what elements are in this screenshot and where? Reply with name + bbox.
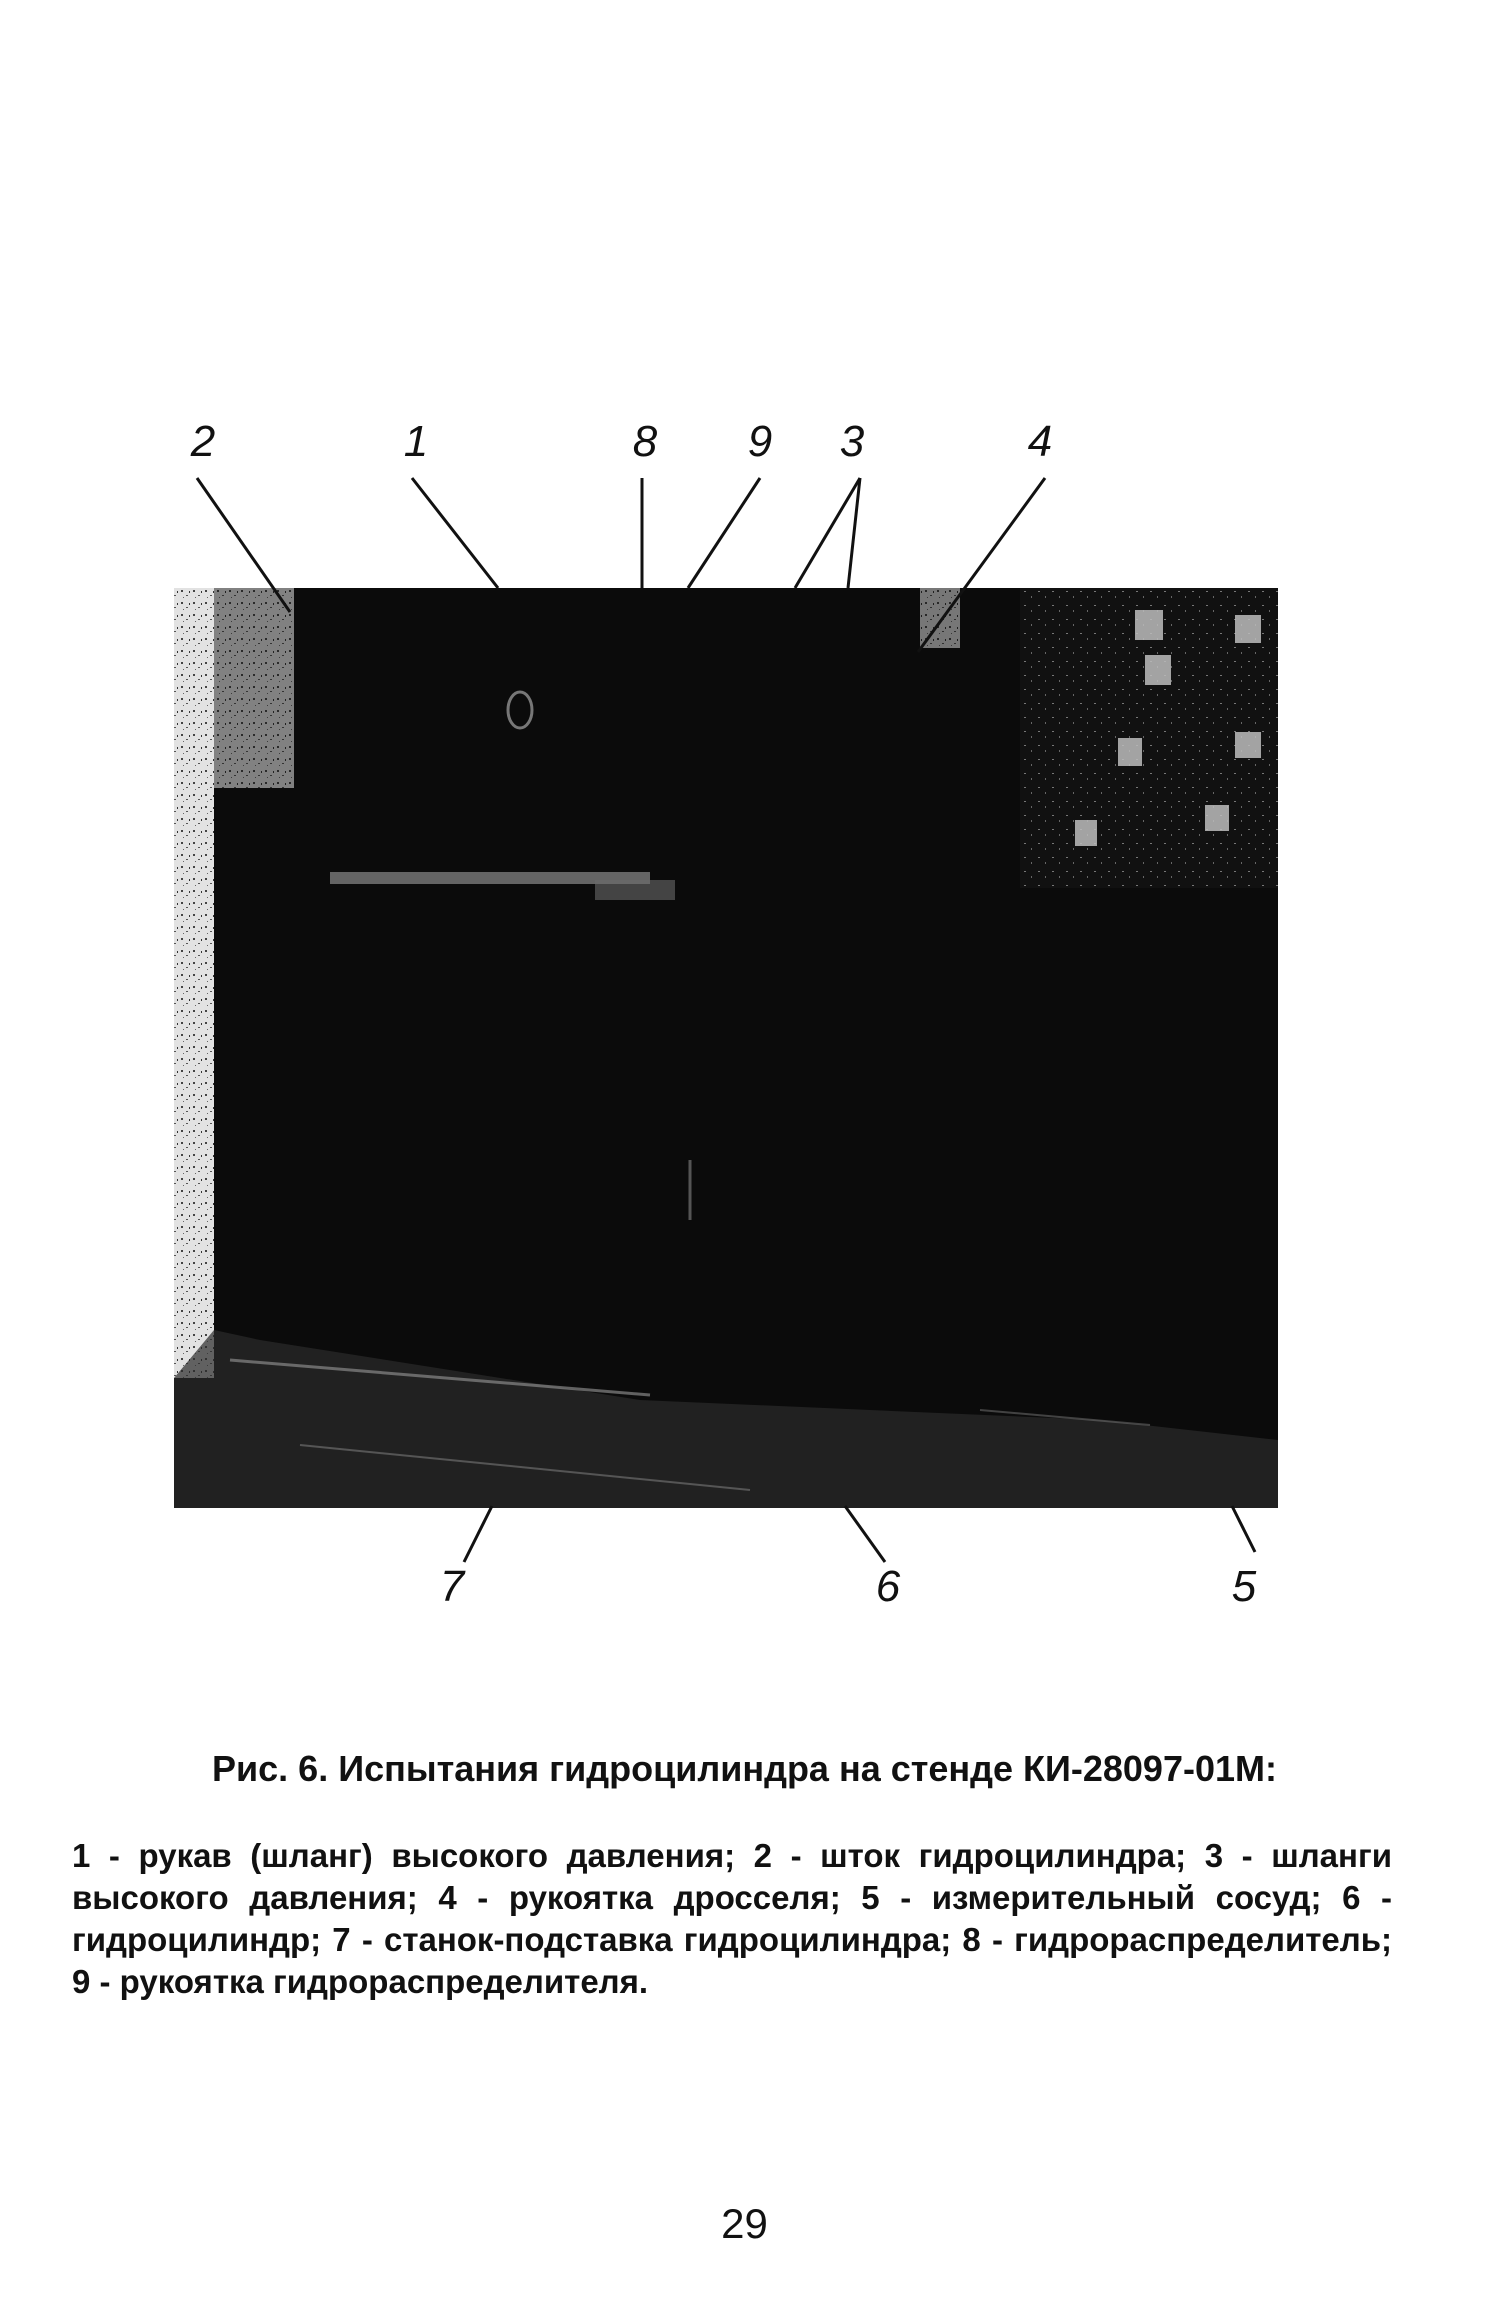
callout-9: 9 [747, 417, 773, 466]
callout-5: 5 [1231, 1562, 1257, 1611]
callout-line-7 [464, 1506, 492, 1562]
figure-caption: Рис. 6. Испытания гидроцилиндра на стенде КИ-28097-01М: [212, 1748, 1277, 1789]
callout-8: 8 [632, 417, 658, 466]
photograph [174, 588, 1278, 1508]
callout-line-5 [1232, 1506, 1255, 1552]
callout-line-1 [412, 478, 498, 588]
callout-line-6 [845, 1506, 885, 1562]
callout-1: 1 [403, 417, 429, 466]
callout-3: 3 [839, 417, 865, 466]
callout-6: 6 [875, 1562, 901, 1611]
figure-legend: 1 - рукав (шланг) высокого давления; 2 - шток гидроцилиндра; 3 - шланги высокого давления; 4 - рукоятка дросселя; 5 - измерительный сосуд; 6 - гидроцилиндр; 7 - станок-подставка гидроцилиндра; 8 - гидрораспределитель; 9 - рукоятка гидрораспределителя. [72, 1837, 1392, 2000]
page-number: 29 [721, 2200, 768, 2247]
callout-7: 7 [439, 1562, 465, 1611]
callout-line-9 [688, 478, 760, 588]
callout-4: 4 [1027, 417, 1053, 466]
callout-2: 2 [190, 417, 216, 466]
